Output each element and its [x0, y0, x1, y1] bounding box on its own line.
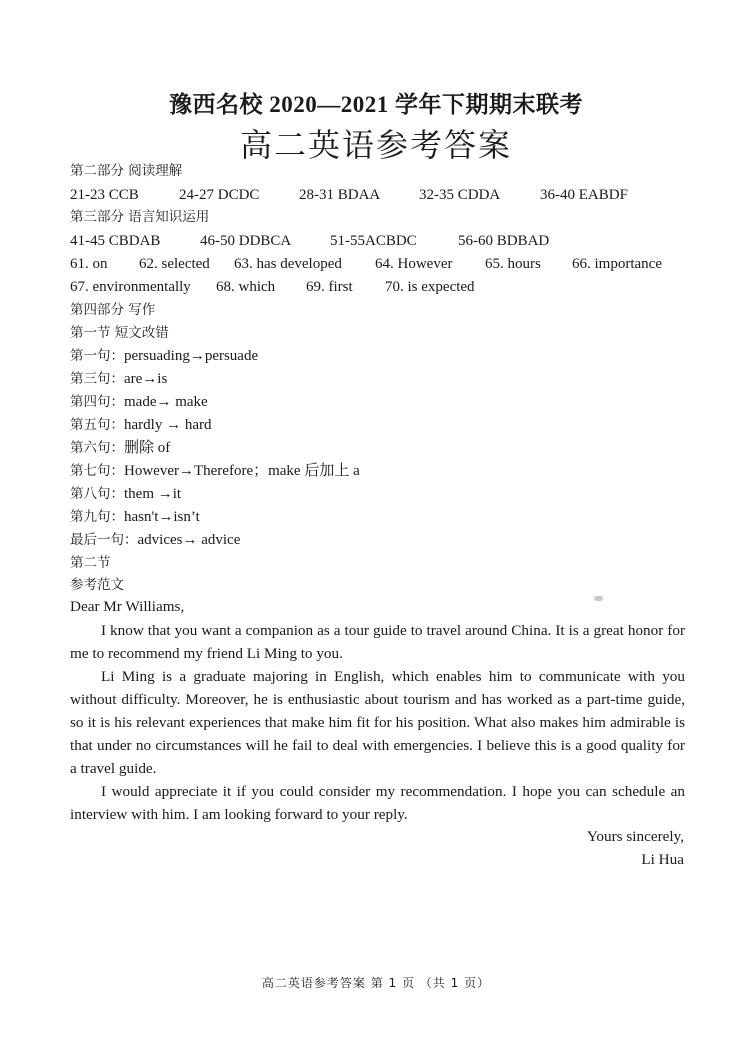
grammar-answer: 61. on — [70, 256, 108, 272]
correction-text: 删除 of — [124, 440, 171, 456]
answer-group: 32-35 CDDA — [419, 187, 501, 203]
scan-smudge — [594, 596, 603, 601]
grammar-answer: 70. is expected — [385, 279, 475, 295]
grammar-answer: 63. has developed — [234, 256, 342, 272]
grammar-answer: 66. importance — [572, 256, 662, 272]
correction-item — [70, 507, 200, 527]
reading-heading: 第二部分 阅读理解 — [70, 163, 183, 179]
answer-group: 51-55ACBDC — [330, 233, 417, 249]
letter-paragraph: I would appreciate it if you could consider my recommendation. I hope you can schedule an interview with him. I am looking forward to your reply. — [70, 783, 685, 823]
correction-text: made→ make — [124, 394, 208, 410]
answer-group: 24-27 DCDC — [179, 187, 260, 203]
writing-heading: 第四部分 写作 — [70, 302, 156, 318]
language-heading: 第三部分 语言知识运用 — [70, 209, 210, 225]
correction-label: 最后一句： — [70, 532, 138, 548]
correction-item — [70, 461, 360, 481]
correction-label: 第四句： — [70, 394, 124, 410]
sample-essay-label: 参考范文 — [70, 577, 124, 593]
page-footer: 高二英语参考答案 第 1 页 （共 1 页） — [261, 976, 491, 990]
correction-label: 第六句： — [70, 440, 124, 456]
grammar-answer: 69. first — [306, 279, 353, 295]
correction-text: hardly → hard — [124, 417, 212, 433]
correction-item — [70, 415, 211, 435]
correction-label: 第八句： — [70, 486, 124, 502]
letter-paragraph: Li Ming is a graduate majoring in English, which enables him to communicate with you without difficulty. Moreover, he is enthusiastic about tourism and has worked as a part-time guide, so it is his relevant experiences that make him fit for his position. What also makes him admirable is that under no circumstances will he fail to deal with emergencies. I believe this is a good quality for a travel guide. — [70, 668, 685, 777]
answer-group: 28-31 BDAA — [299, 187, 381, 203]
error-correction-heading: 第一节 短文改错 — [70, 325, 169, 341]
letter-paragraph: I know that you want a companion as a tour guide to travel around China. It is a great honor for me to recommend my friend Li Ming to you. — [70, 622, 685, 662]
correction-item — [70, 484, 181, 504]
grammar-answer: 65. hours — [485, 256, 541, 272]
correction-label: 第五句： — [70, 417, 124, 433]
answer-group: 36-40 EABDF — [540, 187, 628, 203]
correction-label: 第九句： — [70, 509, 124, 525]
correction-text: advices→ advice — [137, 532, 241, 548]
answer-key-title: 高二英语参考答案 — [239, 126, 512, 164]
composition-heading: 第二节 — [70, 555, 111, 571]
correction-text: are→is — [124, 371, 168, 387]
correction-label: 第七句： — [70, 463, 124, 479]
correction-text: persuading→persuade — [124, 348, 259, 364]
correction-text: hasn't→isn’t — [124, 509, 200, 525]
correction-text: However→Therefore；make 后加上 a — [124, 463, 360, 479]
correction-item — [70, 369, 167, 389]
letter-body — [70, 619, 685, 826]
correction-item — [70, 392, 208, 412]
letter-signature: Li Hua — [641, 851, 684, 868]
grammar-answer: 68. which — [216, 279, 276, 295]
answer-group: 46-50 DDBCA — [200, 233, 292, 249]
correction-label: 第三句： — [70, 371, 124, 387]
grammar-answer: 64. However — [375, 256, 453, 272]
answer-group: 56-60 BDBAD — [458, 233, 550, 249]
correction-text: them →it — [124, 486, 182, 502]
correction-item — [70, 438, 170, 458]
letter-closing: Yours sincerely, — [586, 828, 684, 845]
grammar-answer: 62. selected — [139, 256, 210, 272]
correction-item — [70, 346, 258, 366]
exam-title: 豫西名校 2020—2021 学年下期期末联考 — [169, 92, 583, 117]
grammar-answer: 67. environmentally — [70, 279, 191, 295]
correction-item — [70, 530, 240, 550]
answer-group: 21-23 CCB — [70, 187, 139, 203]
correction-label: 第一句： — [70, 348, 124, 364]
answer-group: 41-45 CBDAB — [70, 233, 161, 249]
letter-salutation: Dear Mr Williams, — [70, 598, 185, 615]
